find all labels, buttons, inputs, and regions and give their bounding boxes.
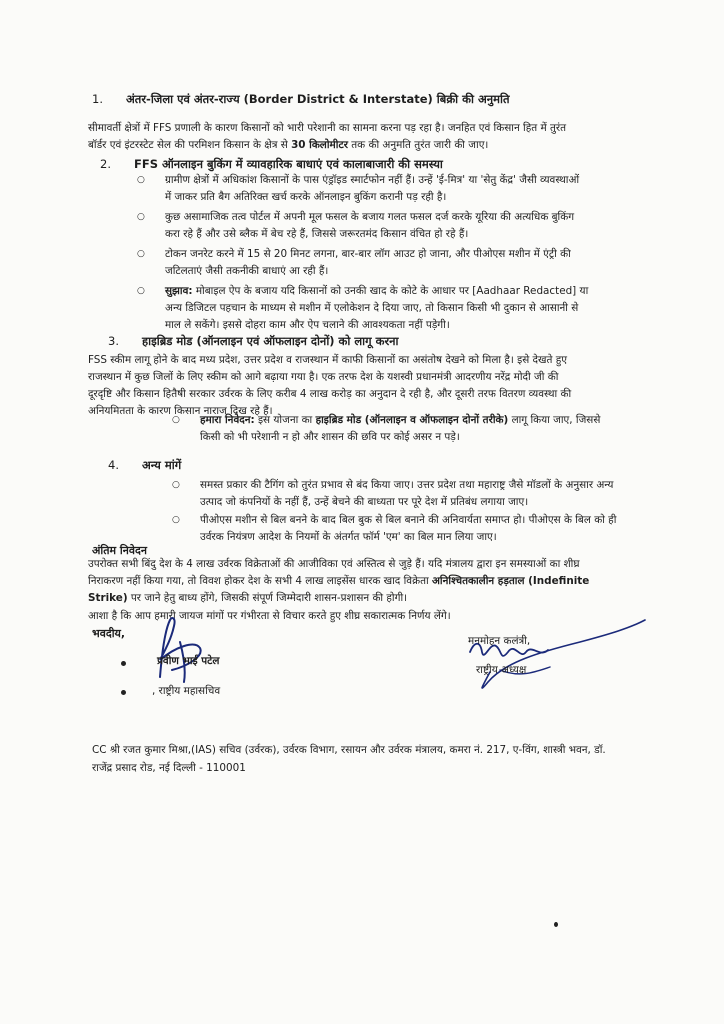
final-line-1: उपरोक्त सभी बिंदु देश के 4 लाख उर्वरक विक्रेताओं की आजीविका एवं अस्तित्व से जुड़े हैं। यदि मंत्रालय द्वारा इन समस्याओं का शीघ्र bbox=[88, 558, 580, 570]
list-item: ○ समस्त प्रकार की टैगिंग को तुरंत प्रभाव से बंद किया जाए। उत्तर प्रदेश तथा महाराष्ट्र जैसे मॉडलों के अनुसार अन्य bbox=[200, 477, 613, 494]
cc-line-2: राजेंद्र प्रसाद रोड, नई दिल्ली - 110001 bbox=[92, 762, 246, 774]
right-signatory-title: राष्ट्रीय अध्यक्ष bbox=[476, 664, 527, 676]
signatory-bullet-icon bbox=[121, 690, 126, 695]
bullet-circle-icon: ○ bbox=[137, 175, 145, 185]
right-signature-graphic bbox=[460, 612, 650, 702]
closing: भवदीय, bbox=[92, 627, 126, 640]
left-signature-graphic bbox=[140, 612, 230, 687]
list-item-continuation: करा रहे हैं और उसे ब्लैक में बेच रहे हैं, जिससे जरूरतमंद किसान वंचित हो रहे हैं। bbox=[165, 228, 469, 240]
list-item-request: ○ हमारा निवेदन: इस योजना का हाइब्रिड मोड (ऑनलाइन व ऑफलाइन दोनों तरीके) लागू किया जाए, जिससे bbox=[200, 412, 600, 429]
bullet-circle-icon: ○ bbox=[137, 286, 145, 296]
list-item-continuation: उर्वरक नियंत्रण आदेश के नियमों के अंतर्गत फॉर्म 'एम' का बिल मान लिया जाए। bbox=[200, 531, 497, 543]
list-item: ○ ग्रामीण क्षेत्रों में अधिकांश किसानों के पास एंड्रॉइड स्मार्टफोन नहीं हैं। उन्हें 'ई-मित्र' या 'सेतु केंद्र' जैसी व्यवस्थाओं bbox=[165, 172, 579, 189]
right-signatory-name: मनमोहन कलंत्री, bbox=[468, 635, 531, 647]
list-item-continuation: उत्पाद जो कंपनियों के नहीं हैं, उन्हें बेचने की बाध्यता पर पूरे देश में प्रतिबंध लगाया जाए। bbox=[200, 496, 529, 508]
list-item-suggestion: ○ सुझाव: मोबाइल ऐप के बजाय यदि किसानों को उनकी खाद के कोटे के आधार पर [Aadhaar Redacted] या bbox=[165, 283, 588, 300]
section-3-line-4: अनियमितता के कारण किसान नाराज दिख रहे हैं। bbox=[88, 405, 273, 417]
list-item-continuation: में जाकर प्रति बैग अतिरिक्त खर्च करके ऑनलाइन बुकिंग करानी पड़ रही है। bbox=[165, 191, 447, 203]
bullet-circle-icon: ○ bbox=[137, 249, 145, 259]
cc-line-1: CC श्री रजत कुमार मिश्रा,(IAS) सचिव (उर्वरक), उर्वरक विभाग, रसायन और उर्वरक मंत्रालय, कमरा नं. 217, ए-विंग, शास्त्री भवन, डॉ. bbox=[92, 744, 606, 756]
section-4-heading: 4. अन्य मांगें bbox=[108, 458, 182, 472]
final-request-heading: अंतिम निवेदन bbox=[92, 544, 147, 557]
bullet-circle-icon: ○ bbox=[137, 212, 145, 222]
section-1-line-1: सीमावर्ती क्षेत्रों में FFS प्रणाली के कारण किसानों को भारी परेशानी का सामना करना पड़ रहा है। जनहित एवं किसान हित में तुरंत bbox=[88, 122, 567, 134]
section-3-line-3: दूरदृष्टि और किसान हितैषी सरकार उर्वरक के लिए करीब 4 लाख करोड़ का अनुदान दे रही है, और दूसरी तरफ वितरण व्यवस्था की bbox=[88, 388, 572, 400]
list-item: ○ कुछ असामाजिक तत्व पोर्टल में अपनी मूल फसल के बजाय गलत फसल दर्ज करके यूरिया की अत्यधिक बुकिंग bbox=[165, 209, 574, 226]
section-1-heading: 1. अंतर-जिला एवं अंतर-राज्य (Border District & Interstate) बिक्री की अनुमति bbox=[92, 92, 510, 106]
ink-speck bbox=[554, 922, 558, 927]
bullet-circle-icon: ○ bbox=[172, 515, 180, 525]
section-2-heading: 2. FFS ऑनलाइन बुकिंग में व्यावहारिक बाधाएं एवं कालाबाजारी की समस्या bbox=[100, 157, 443, 171]
final-line-3: Strike) पर जाने हेतु बाध्य होंगे, जिसकी संपूर्ण जिम्मेदारी शासन-प्रशासन की होगी। bbox=[88, 592, 408, 604]
list-item-continuation: अन्य डिजिटल पहचान के माध्यम से मशीन में एलोकेशन दे दिया जाए, तो किसान किसी भी दुकान से आसानी से bbox=[165, 302, 579, 314]
list-item-continuation: किसी को भी परेशानी न हो और शासन की छवि पर कोई असर न पड़े। bbox=[200, 431, 460, 443]
section-3-line-2: राजस्थान में कुछ जिलों के लिए स्कीम को आगे बढ़ाया गया है। एक तरफ देश के यशस्वी प्रधानमंत्री आदरणीय नरेंद्र मोदी जी की bbox=[88, 371, 559, 383]
section-1-line-2: बॉर्डर एवं इंटरस्टेट सेल की परमिशन किसान के क्षेत्र से 30 किलोमीटर तक की अनुमति तुरंत जारी की जाए। bbox=[88, 139, 489, 151]
section-3-heading: 3. हाइब्रिड मोड (ऑनलाइन एवं ऑफलाइन दोनों) को लागू करना bbox=[108, 334, 399, 348]
list-item: ○ पीओएस मशीन से बिल बनने के बाद बिल बुक से बिल बनाने की अनिवार्यता समाप्त हो। पीओएस के बिल को ही bbox=[200, 512, 616, 529]
bullet-circle-icon: ○ bbox=[172, 480, 180, 490]
list-item: ○ टोकन जनरेट करने में 15 से 20 मिनट लगना, बार-बार लॉग आउट हो जाना, और पीओएस मशीन में एंट्री की bbox=[165, 246, 571, 263]
list-item-continuation: माल ले सकेंगे। इससे दोहरा काम और ऐप चलाने की आवश्यकता नहीं पड़ेगी। bbox=[165, 319, 450, 331]
signatory-bullet-icon bbox=[121, 661, 126, 666]
list-item-continuation: जटिलताएं जैसी तकनीकी बाधाएं आ रही हैं। bbox=[165, 265, 329, 277]
final-line-2: निराकरण नहीं किया गया, तो विवश होकर देश के सभी 4 लाख लाइसेंस धारक खाद विक्रेता अनिश्चितकालीन हड़ताल (Indefinite bbox=[88, 575, 590, 587]
left-signatory-name: प्रवीण भाई पटेल bbox=[157, 655, 220, 667]
section-3-line-1: FSS स्कीम लागू होने के बाद मध्य प्रदेश, उत्तर प्रदेश व राजस्थान में काफी किसानों का असंतोष देखने को मिला है। इसे देखते हुए bbox=[88, 354, 568, 366]
bullet-circle-icon: ○ bbox=[172, 415, 180, 425]
final-line-4: आशा है कि आप हमारी जायज मांगों पर गंभीरता से विचार करते हुए शीघ्र सकारात्मक निर्णय लेंगे। bbox=[88, 610, 451, 622]
left-signatory-title: , राष्ट्रीय महासचिव bbox=[152, 685, 221, 697]
